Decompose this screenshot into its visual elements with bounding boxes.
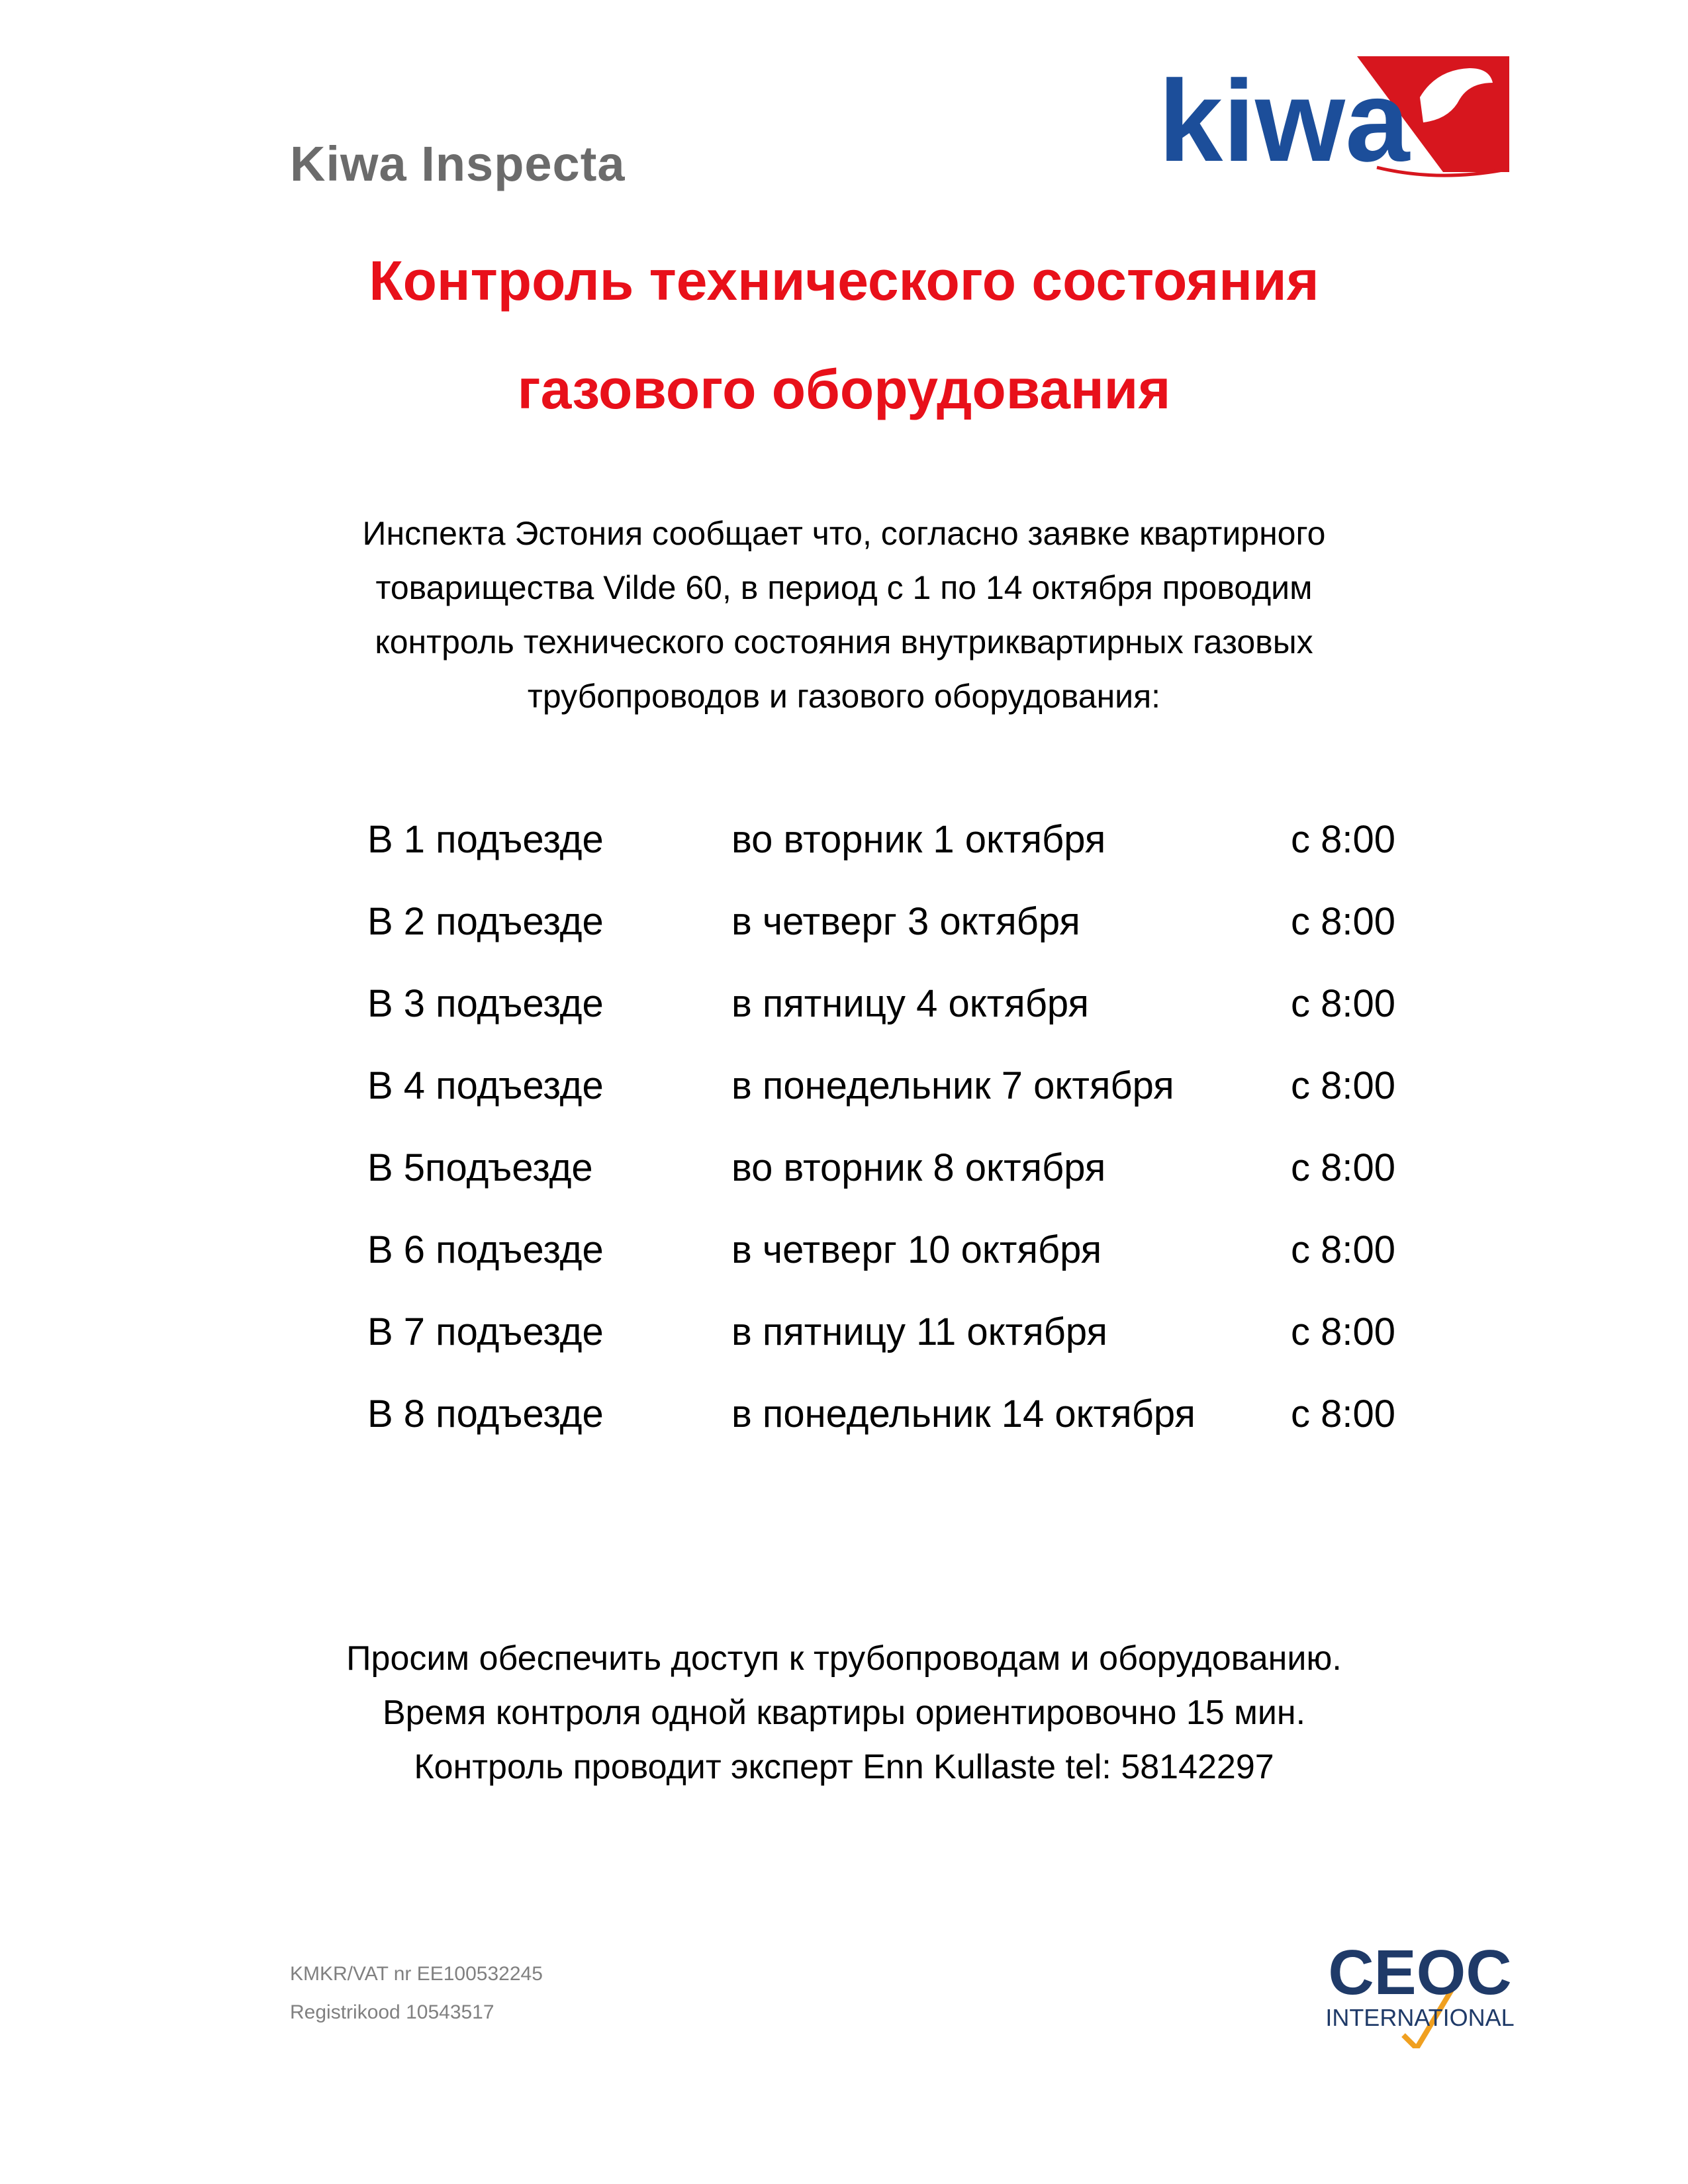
date-cell: в четверг 10 октября <box>731 1228 1102 1271</box>
entrance-cell: В 3 подъезде <box>367 982 604 1025</box>
time-cell: с 8:00 <box>1291 1146 1395 1189</box>
date-cell: в пятницу 4 октября <box>731 982 1089 1025</box>
time-cell: с 8:00 <box>1291 1392 1395 1435</box>
closing-line: Время контроля одной квартиры ориентировочно 15 мин. <box>382 1694 1306 1732</box>
entrance-cell: В 7 подъезде <box>367 1310 604 1353</box>
date-cell: в понедельник 7 октября <box>731 1064 1174 1107</box>
entrance-cell: В 8 подъезде <box>367 1392 604 1435</box>
date-cell: во вторник 1 октября <box>731 818 1106 861</box>
closing-line: Контроль проводит эксперт Enn Kullaste tel: 58142297 <box>414 1748 1274 1786</box>
time-cell: с 8:00 <box>1291 1228 1395 1271</box>
date-cell: в пятницу 11 октября <box>731 1310 1107 1353</box>
title-line-2: газового оборудования <box>517 358 1171 420</box>
time-cell: с 8:00 <box>1291 818 1395 861</box>
intro-line: трубопроводов и газового оборудования: <box>527 678 1161 715</box>
intro-paragraph <box>278 506 1410 723</box>
company-name: Kiwa Inspecta <box>290 136 626 191</box>
footer-reg: Registrikood 10543517 <box>290 2001 494 2023</box>
ceoc-subtitle: INTERNATIONAL <box>1325 2004 1515 2031</box>
logo-wordmark: kiwa <box>1158 57 1410 182</box>
ceoc-wordmark: CEOC <box>1328 1937 1512 2008</box>
entrance-cell: В 1 подъезде <box>367 818 604 861</box>
entrance-cell: В 4 подъезде <box>367 1064 604 1107</box>
title-line-1: Контроль технического состояния <box>369 250 1319 312</box>
intro-line: Инспекта Эстония сообщает что, согласно заявке квартирного <box>362 515 1326 552</box>
time-cell: с 8:00 <box>1291 900 1395 943</box>
closing-line: Просим обеспечить доступ к трубопроводам и оборудованию. <box>346 1639 1342 1678</box>
date-cell: во вторник 8 октября <box>731 1146 1106 1189</box>
time-cell: с 8:00 <box>1291 982 1395 1025</box>
ceoc-logo <box>1324 1936 1516 2048</box>
entrance-cell: В 5подъезде <box>367 1146 593 1189</box>
closing-paragraph <box>0 1631 1688 1794</box>
entrance-cell: В 6 подъезде <box>367 1228 604 1271</box>
time-cell: с 8:00 <box>1291 1310 1395 1353</box>
kiwa-logo <box>1158 56 1509 182</box>
date-cell: в четверг 3 октября <box>731 900 1080 943</box>
footer-vat: KMKR/VAT nr EE100532245 <box>290 1963 543 1985</box>
date-cell: в понедельник 14 октября <box>731 1392 1196 1435</box>
time-cell: с 8:00 <box>1291 1064 1395 1107</box>
intro-line: контроль технического состояния внутриквартирных газовых <box>375 623 1313 660</box>
intro-line: товарищества Vilde 60, в период с 1 по 14 октября проводим <box>375 569 1313 606</box>
entrance-cell: В 2 подъезде <box>367 900 604 943</box>
